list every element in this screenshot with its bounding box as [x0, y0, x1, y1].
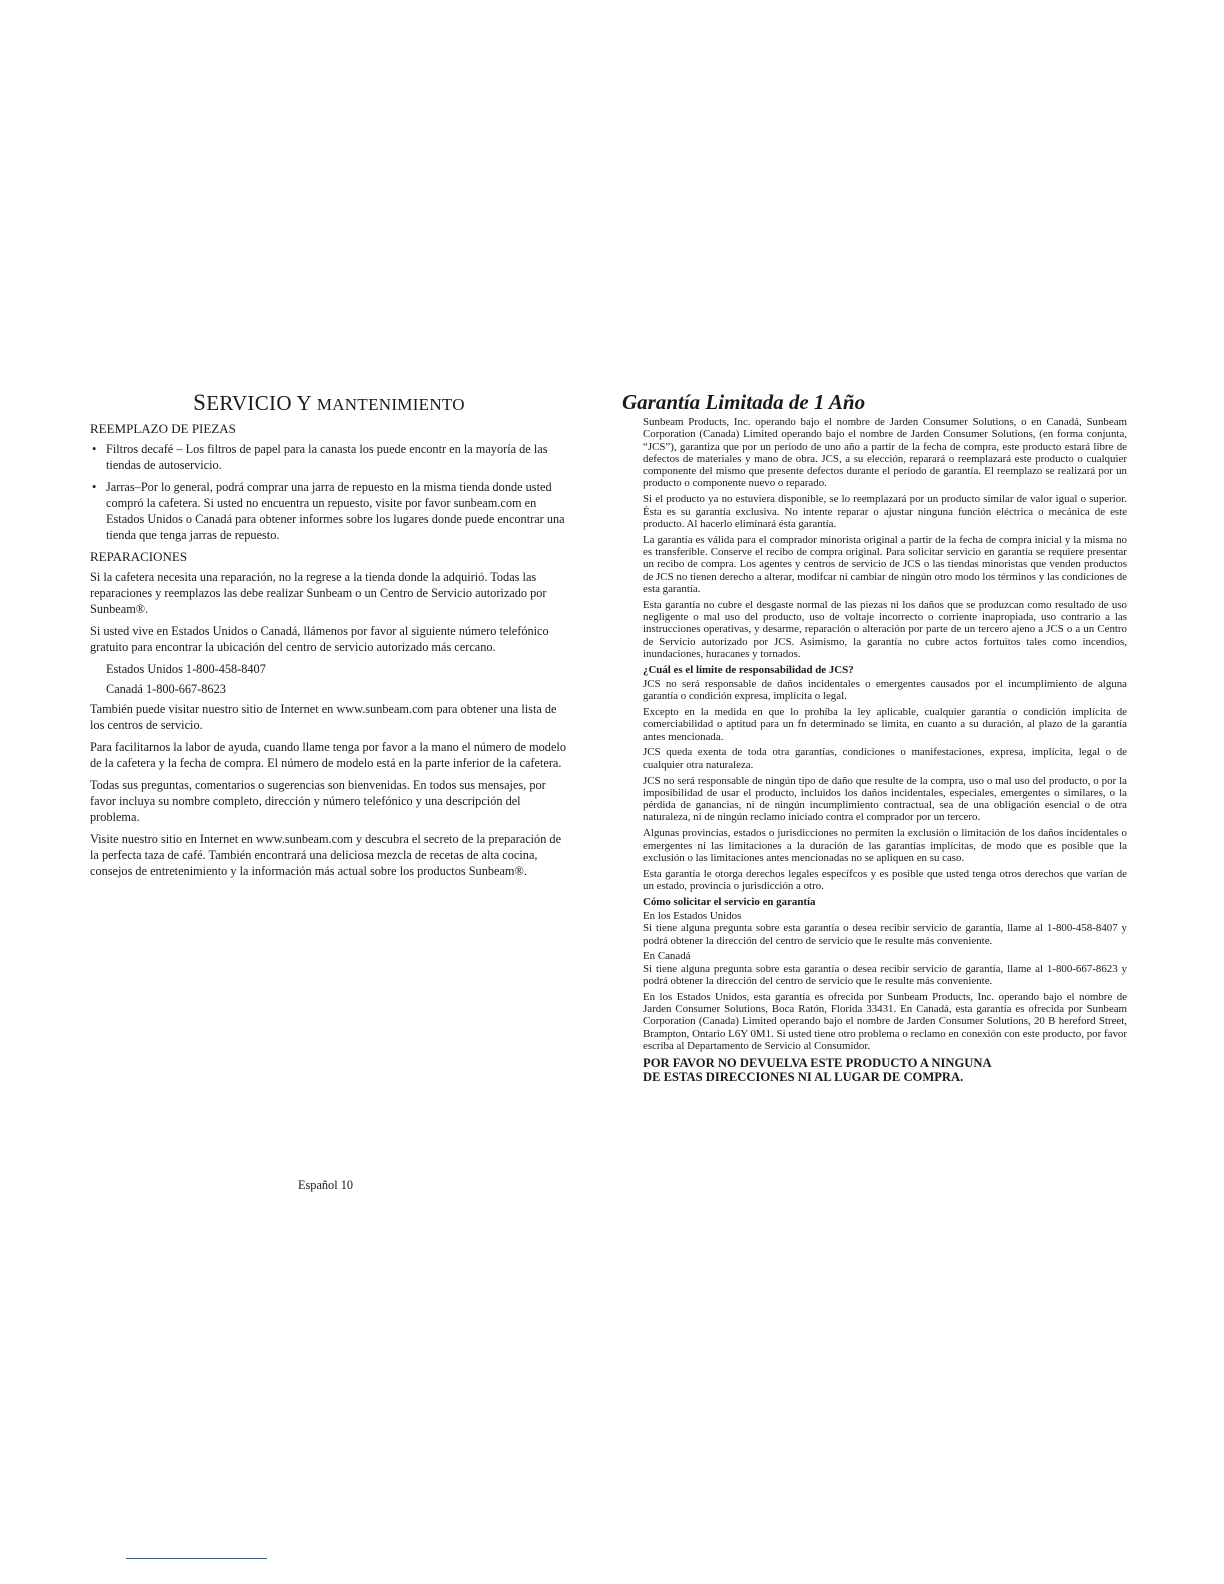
bullet-icon: •: [92, 480, 97, 494]
paragraph: Sunbeam Products, Inc. operando bajo el nombre de Jarden Consumer Solutions, o en Canadá, Sunbeam Corporation (Canada) Limited operando bajo el nombre de Jarden Consumer Solutions, (en forma conjunta, “JCS”), garantiza que por un período de uno año a partir de la fecha de compra, este producto estará libre de defectos de materiales y mano de obra. JCS, a su elección, reparará o reemplazará este producto o cualquier componente del mismo que presente defectos durante el período de garantía. El reemplazo se realizará por un producto o componente nuevo o reparado.: [643, 416, 1127, 490]
list-item: [90, 441, 568, 473]
list-item-text: Filtros decafé – Los filtros de papel para la canasta los puede encontr en la mayoría de las tiendas de autoservicio.: [106, 442, 548, 472]
canada-heading: En Canadá: [643, 950, 691, 963]
repairs-heading: REPARACIONES: [90, 549, 188, 564]
paragraph: La garantía es válida para el comprador minorista original a partir de la fecha de compra inicial y la misma no es transferible. Conserve el recibo de compra original. Para solicitar servicio en garantía se requiere presentar un recibo de compra. Los agentes y centros de servicio de JCS o las tiendas minoristas que venden productos de JCS no tienen derecho a alterar, modifcar ni cambiar de ningún otro modo los términos y las condiciones de esta garantía.: [643, 533, 1127, 595]
paragraph: Esta garantía no cubre el desgaste normal de las piezas ni los daños que se produzcan como resultado de uso negligente o mal uso del producto, uso de voltaje incorrecto o corriente inapropiada, uso contrario a las instrucciones operativas, y desarme, reparación o alteración por parte de un tercero ajeno a JCS o a un Centro de Servicio autorizado por JCS. Asimismo, la garantía no cubre actos fortuitos tales como incendios, inundaciones, huracanes y tornados.: [643, 598, 1127, 660]
list-item: [90, 479, 568, 543]
phone-us: Estados Unidos 1-800-458-8407: [106, 662, 266, 676]
paragraph: Excepto en la medida en que lo prohíba la ley aplicable, cualquier garantía o condición implícita de comerciabilidad o aptitud para un fn determinado se limita, en cuanto a su duración, al plazo de la garantía antes mencionada.: [643, 706, 1127, 743]
service-title: [90, 390, 568, 418]
paragraph: JCS no será responsable de ningún tipo de daño que resulte de la compra, uso o mal uso del producto, o por la imposibilidad de usar el producto, incluidos los daños incidentales, especiales, emergentes o similares, o la pérdida de ganancias, ni de ningún incumplimiento contractual, sea de una obligación esencial o de otra naturaleza, ni de ningún reclamo iniciado contra el comprador por un tercero.: [643, 774, 1127, 824]
phone-canada: Canadá 1-800-667-8623: [106, 682, 226, 696]
service-title-initial: S: [193, 390, 207, 415]
us-heading: En los Estados Unidos: [643, 909, 742, 922]
service-title-rest: ERVICIO Y: [206, 391, 312, 415]
paragraph: Visite nuestro sitio en Internet en www.sunbeam.com y descubra el secreto de la preparación de la perfecta taza de café. También encontrará una deliciosa mezcla de recetas de alta cocina, consejos de entretenimiento y la información más actual sobre los productos Sunbeam®.: [90, 832, 562, 878]
liability-heading: ¿Cuál es el límite de responsabilidad de JCS?: [643, 663, 854, 676]
paragraph: Si usted vive en Estados Unidos o Canadá, llámenos por favor al siguiente número telefónico gratuito para encontrar la ubicación del centro de servicio autorizado más cercano.: [90, 624, 549, 654]
canada-paragraph: Si tiene alguna pregunta sobre esta garantía o desea recibir servicio de garantía, llame al 1-800-667-8623 y podrá obtener la dirección del centro de servicio que le resulte más conveniente.: [643, 962, 1127, 987]
parts-list: [90, 441, 568, 543]
list-item-text: Jarras–Por lo general, podrá comprar una jarra de repuesto en la misma tienda donde usted compró la cafetera. Si usted no encuentra un repuesto, visite por favor sunbeam.com en Estados Unidos o Canadá para obtener informes sobre los lugares donde puede encontrar una tienda que tenga jarras de repuesto.: [106, 480, 565, 542]
paragraph: Esta garantía le otorga derechos legales específcos y es posible que usted tenga otros derechos que varían de un estado, provincia o jurisdicción a otro.: [643, 867, 1127, 892]
warranty-body: [622, 416, 1127, 1084]
return-notice-line-2: DE ESTAS DIRECCIONES NI AL LUGAR DE COMPRA.: [643, 1070, 964, 1085]
paragraph: Si el producto ya no estuviera disponible, se lo reemplazará por un producto similar de valor igual o superior. Ésta es su garantía exclusiva. No intente reparar o ajustar ninguna función eléctrica o mecánica de este producto. Al hacerlo elimínará ésta garantía.: [643, 493, 1127, 530]
warranty-column: [622, 390, 1127, 1088]
paragraph: Algunas provincias, estados o jurisdicciones no permiten la exclusión o limitación de los daños incidentales o emergentes ni las limitaciones a la duración de las garantías implícitas, de modo que es posible que la exclusión o las limitaciones antes mencionadas no se apliquen en su caso.: [643, 827, 1127, 864]
return-notice-line-1: POR FAVOR NO DEVUELVA ESTE PRODUCTO A NINGUNA: [643, 1056, 992, 1071]
us-paragraph: Si tiene alguna pregunta sobre esta garantía o desea recibir servicio de garantía, llame al 1-800-458-8407 y podrá obtener la dirección del centro de servicio que le resulte más conveniente.: [643, 922, 1127, 947]
paragraph: JCS no será responsable de daños incidentales o emergentes causados por el incumplimiento de alguna garantía o condición expresa, implícita o legal.: [643, 677, 1127, 703]
service-column: [90, 390, 568, 885]
paragraph: Si la cafetera necesita una reparación, no la regrese a la tienda donde la adquirió. Todas las reparaciones y reemplazos las debe realizar Sunbeam o un Centro de Servicio autorizado por Sunbeam®.: [90, 570, 547, 616]
bullet-icon: •: [92, 442, 97, 456]
paragraph: Para facilitarnos la labor de ayuda, cuando llame tenga por favor a la mano el número de modelo de la cafetera y la fecha de compra. El número de modelo está en la parte inferior de la cafetera.: [90, 740, 566, 770]
service-title-small-caps: MANTENIMIENTO: [316, 395, 465, 414]
paragraph: JCS queda exenta de toda otra garantías, condiciones o manifestaciones, expresa, implícita, legal o de cualquier otra naturaleza.: [643, 746, 1127, 771]
service-request-heading: Cómo solicitar el servicio en garantía: [643, 895, 816, 908]
footer-divider: [126, 1558, 267, 1559]
paragraph: En los Estados Unidos, esta garantía es ofrecida por Sunbeam Products, Inc. operando bajo el nombre de Jarden Consumer Solutions, Boca Ratón, Florida 33431. En Canadá, esta garantía es ofrecida por Sunbeam Corporation (Canada) Limited operando bajo el nombre de Jarden Consumer Solutions, 20 B hereford Street, Brampton, Ontario L6Y 0M1. Si usted tiene otro problema o reclamo en conexión con este producto, por favor escriba al Departamento de Servicio al Consumidor.: [643, 990, 1127, 1052]
return-notice: [643, 1056, 1127, 1084]
warranty-title: Garantía Limitada de 1 Año: [622, 390, 866, 414]
paragraph: Todas sus preguntas, comentarios o sugerencias son bienvenidas. En todos sus mensajes, por favor incluya su nombre completo, dirección y número telefónico y una descripción del problema.: [90, 778, 546, 824]
page-number: Español 10: [298, 1178, 353, 1192]
paragraph: También puede visitar nuestro sitio de Internet en www.sunbeam.com para obtener una lista de los centros de servicio.: [90, 702, 557, 732]
parts-heading: REEMPLAZO DE PIEZAS: [90, 421, 236, 436]
